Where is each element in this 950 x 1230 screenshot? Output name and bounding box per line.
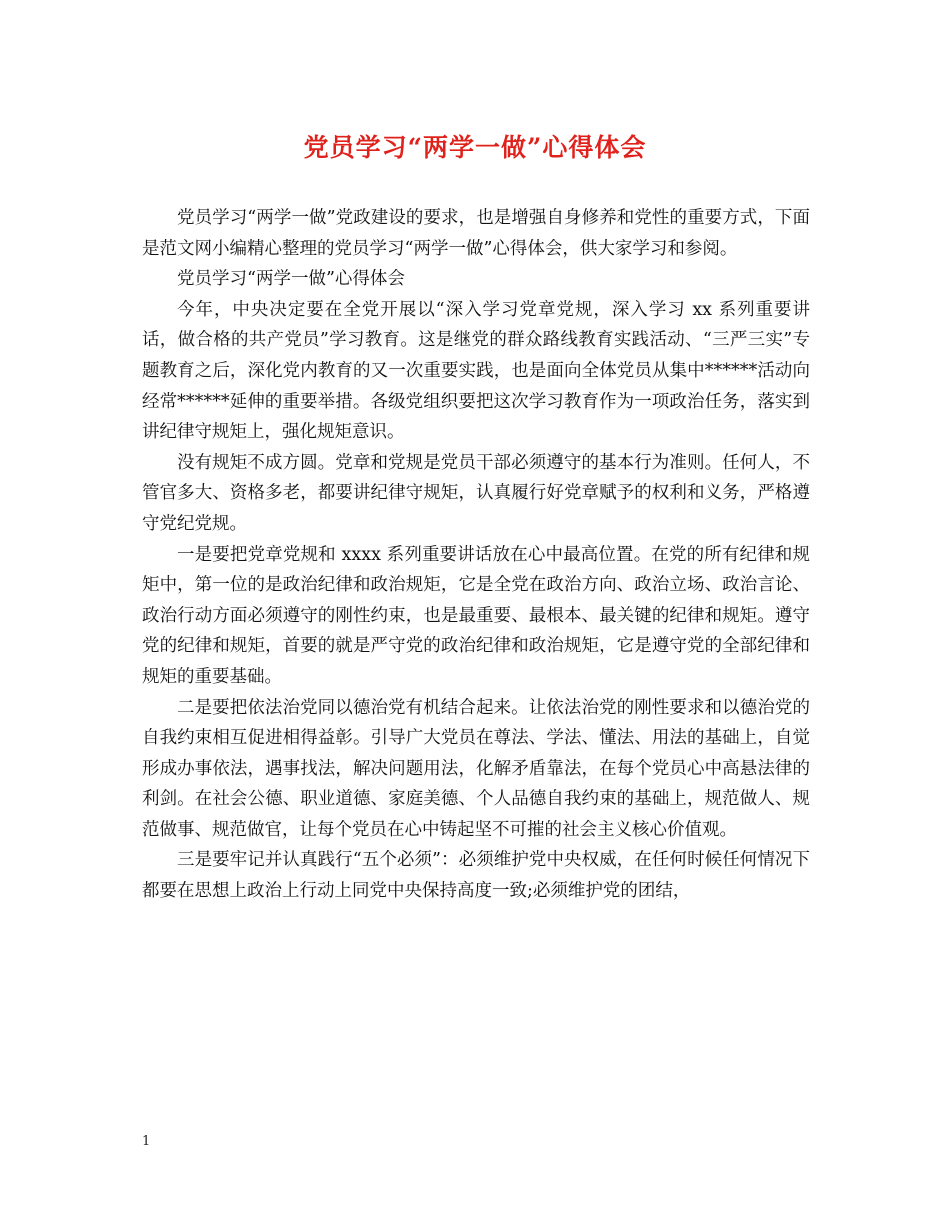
body-paragraph: 二是要把依法治党同以德治党有机结合起来。让依法治党的刚性要求和以德治党的自我约束相互促进相得益彰。引导广大党员在尊法、学法、懂法、用法的基础上，自觉形成办事依法，遇事找法，解决问题用法，化解矛盾靠法，在每个党员心中高悬法律的利剑。在社会公德、职业道德、家庭美德、个人品德自我约束的基础上，规范做人、规范做事、规范做官，让每个党员在心中铸起坚不可摧的社会主义核心价值观。 bbox=[142, 697, 810, 840]
body-paragraph: 今年，中央决定要在全党开展以“深入学习党章党规，深入学习 xx 系列重要讲话，做合格的共产党员”学习教育。这是继党的群众路线教育实践活动、“三严三实”专题教育之后，深化党内教育的又一次重要实践，也是面向全体党员从集中******活动向经常******延伸的重要举措。各级党组织要把这次学习教育作为一项政治任务，落实到讲纪律守规矩上，强化规矩意识。 bbox=[142, 299, 810, 443]
page-number: 1 bbox=[142, 1134, 151, 1149]
body-paragraph: 没有规矩不成方圆。党章和党规是党员干部必须遵守的基本行为准则。任何人，不管官多大、资格多老，都要讲纪律守规矩，认真履行好党章赋予的权利和义务，严格遵守党纪党规。 bbox=[142, 452, 810, 534]
intro-paragraph: 党员学习“两学一做”党政建设的要求，也是增强自身修养和党性的重要方式，下面是范文网小编精心整理的党员学习“两学一做”心得体会，供大家学习和参阅。 bbox=[142, 208, 810, 259]
body-paragraph: 三是要牢记并认真践行“五个必须”：必须维护党中央权威，在任何时候任何情况下都要在思想上政治上行动上同党中央保持高度一致;必须维护党的团结， bbox=[142, 850, 810, 902]
section-heading: 党员学习“两学一做”心得体会 bbox=[177, 269, 405, 290]
body-paragraph: 一是要把党章党规和 xxxx 系列重要讲话放在心中最高位置。在党的所有纪律和规矩中，第一位的是政治纪律和政治规矩，它是全党在政治方向、政治立场、政治言论、政治行动方面必须遵守的刚性约束，也是最重要、最根本、最关键的纪律和规矩。遵守党的纪律和规矩，首要的就是严守党的政治纪律和政治规矩，它是遵守党的全部纪律和规矩的重要基础。 bbox=[142, 544, 810, 687]
document-title: 党员学习“两学一做”心得体会 bbox=[303, 133, 647, 162]
document-body bbox=[142, 203, 810, 907]
